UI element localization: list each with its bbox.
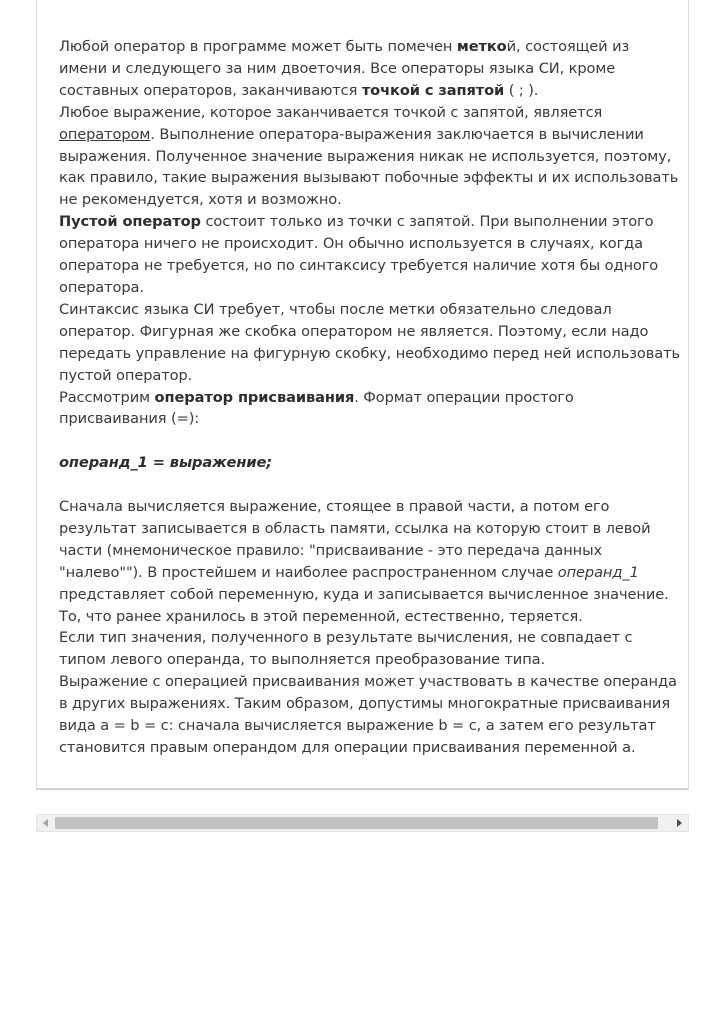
article-text: [59, 36, 681, 759]
text-span: Любой оператор в программе может быть помечен: [59, 38, 457, 55]
text-span: . Выполнение оператора-выражения заключается в вычислении выражения. Полученное значение выражения никак не используется, поэтому, как правило, такие выражения вызывают побочные эффекты и их использовать не рекомендуется, хотя и возможно.: [59, 125, 679, 209]
text-span: й, состоящей из имени и следующего за ним двоеточия. Все операторы языка СИ, кроме составных операторов, заканчиваются: [59, 38, 630, 99]
paragraph-multiple-assignment: Выражение с операцией присваивания может участвовать в качестве операнда в других выражениях. Таким образом, допустимы многократные присваивания вида a = b = c: сначала вычисляется выражение b = c, а затем его результат становится правым операндом для операции присваивания переменной a.: [59, 673, 677, 756]
text-span: представляет собой переменную, куда и записывается вычисленное значение. То, что ранее хранилось в этой переменной, естественно, теряется.: [59, 585, 669, 625]
spacer: [59, 430, 681, 452]
text-span: ( ; ).: [504, 81, 539, 99]
text-span: Сначала вычисляется выражение, стоящее в правой части, а потом его результат записывается в область памяти, ссылка на которую стоит в левой части (мнемоническое правило: "присваивание - это передача данных "налево""). В простейшем и наиболее распространенном случае: [59, 498, 651, 581]
scrollbar-thumb[interactable]: [55, 817, 658, 829]
bold-term-semicolon: точкой с запятой: [361, 81, 505, 99]
paragraph-evaluation: [59, 496, 681, 627]
italic-term-operand: операнд_1: [557, 563, 639, 581]
horizontal-scrollbar[interactable]: [36, 814, 689, 832]
scroll-right-button[interactable]: [671, 815, 687, 831]
bold-term-assignment: оператор присваивания: [154, 388, 355, 406]
text-span: Любое выражение, которое заканчивается точкой с запятой, является: [59, 103, 603, 121]
text-span: . Формат операции простого присваивания (=):: [59, 388, 574, 428]
paragraph-type-conversion: Если тип значения, полученного в результате вычисления, не совпадает с типом левого операнда, то выполняется преобразование типа.: [59, 629, 633, 669]
arrow-left-icon: [43, 819, 49, 827]
paragraph-assignment-intro: [59, 387, 681, 431]
arrow-right-icon: [676, 819, 682, 827]
bold-term-empty-statement: Пустой оператор: [59, 213, 201, 231]
text-span: Рассмотрим: [59, 388, 155, 406]
text-span: состоит только из точки с запятой. При выполнении этого оператора ничего не происходит. Он обычно используется в случаях, когда оператора не требуется, но по синтаксису требуется наличие хотя бы одного оператора.: [59, 213, 659, 296]
assignment-formula: операнд_1 = выражение;: [59, 454, 273, 472]
spacer: [59, 474, 681, 496]
paragraph-expression-statement: [59, 102, 681, 212]
content-panel: [36, 0, 689, 790]
paragraph-empty-statement: [59, 211, 681, 299]
scroll-left-button[interactable]: [38, 815, 54, 831]
paragraph-syntax: Синтаксис языка СИ требует, чтобы после метки обязательно следовал оператор. Фигурная же скобка оператором не является. Поэтому, если надо передать управление на фигурную скобку, необходимо перед ней использовать пустой оператор.: [59, 300, 680, 384]
bold-term-label: метко: [456, 38, 507, 55]
underlined-term-operator: оператором: [59, 125, 151, 143]
paragraph-labels: [59, 36, 681, 102]
